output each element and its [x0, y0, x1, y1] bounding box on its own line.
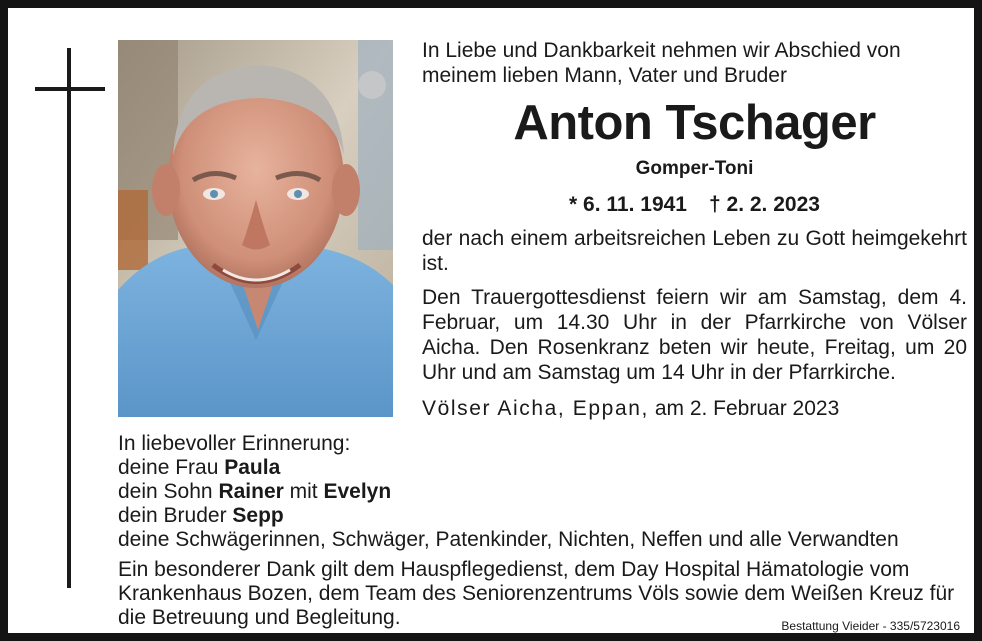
cross-icon-bar — [35, 87, 105, 91]
place: Völser Aicha, Eppan, — [422, 397, 649, 420]
mourner-brother — [118, 504, 968, 528]
nickname: Gomper-Toni — [635, 158, 754, 179]
cross-icon — [67, 48, 71, 588]
thanks-text: Ein besonderer Dank gilt dem Hauspflegedienst, dem Day Hospital Hämatologie vom Krankenhaus Bozen, dem Team des Seniorenzentrums Völs sowie dem Weißen Kreuz für die Betreuung und Begleitung. — [118, 558, 955, 629]
text-column — [422, 38, 967, 421]
life-dates — [422, 193, 967, 217]
portrait-photo — [118, 40, 393, 417]
mourner-others: deine Schwägerinnen, Schwäger, Patenkinder, Nichten, Neffen und alle Verwandten — [118, 528, 899, 551]
birth-date: * 6. 11. 1941 — [569, 193, 687, 216]
paragraph-service: Den Trauergottesdienst feiern wir am Samstag, dem 4. Februar, um 14.30 Uhr in der Pfarrkirche von Völser Aicha. Den Rosenkranz beten wir heute, Freitag, um 20 Uhr und am Samstag um 14 Uhr in der Pfarrkirche. — [422, 286, 967, 384]
brother-name: Sepp — [232, 504, 284, 527]
son-with: mit — [289, 480, 318, 503]
place-date — [422, 397, 967, 421]
mourners-heading: In liebevoller Erinnerung: — [118, 432, 351, 455]
son-prefix: dein Sohn — [118, 480, 213, 503]
date: am 2. Februar 2023 — [654, 397, 840, 420]
wife-prefix: deine Frau — [118, 456, 219, 479]
brother-prefix: dein Bruder — [118, 504, 227, 527]
wife-name: Paula — [224, 456, 281, 479]
death-date: † 2. 2. 2023 — [709, 193, 820, 216]
deceased-name: Anton Tschager — [513, 96, 876, 150]
portrait-illustration — [118, 40, 393, 417]
mourner-wife — [118, 456, 968, 480]
son-partner-name: Evelyn — [323, 480, 392, 503]
intro-text: In Liebe und Dankbarkeit nehmen wir Abschied von meinem lieben Mann, Vater und Bruder — [422, 39, 901, 87]
paragraph-homecoming: der nach einem arbeitsreichen Leben zu Gott heimgekehrt ist. — [422, 227, 967, 275]
mourner-son — [118, 480, 968, 504]
mourners-section — [118, 432, 968, 630]
funeral-home-credit: Bestattung Vieider - 335/5723016 — [781, 619, 960, 633]
son-name: Rainer — [218, 480, 284, 503]
